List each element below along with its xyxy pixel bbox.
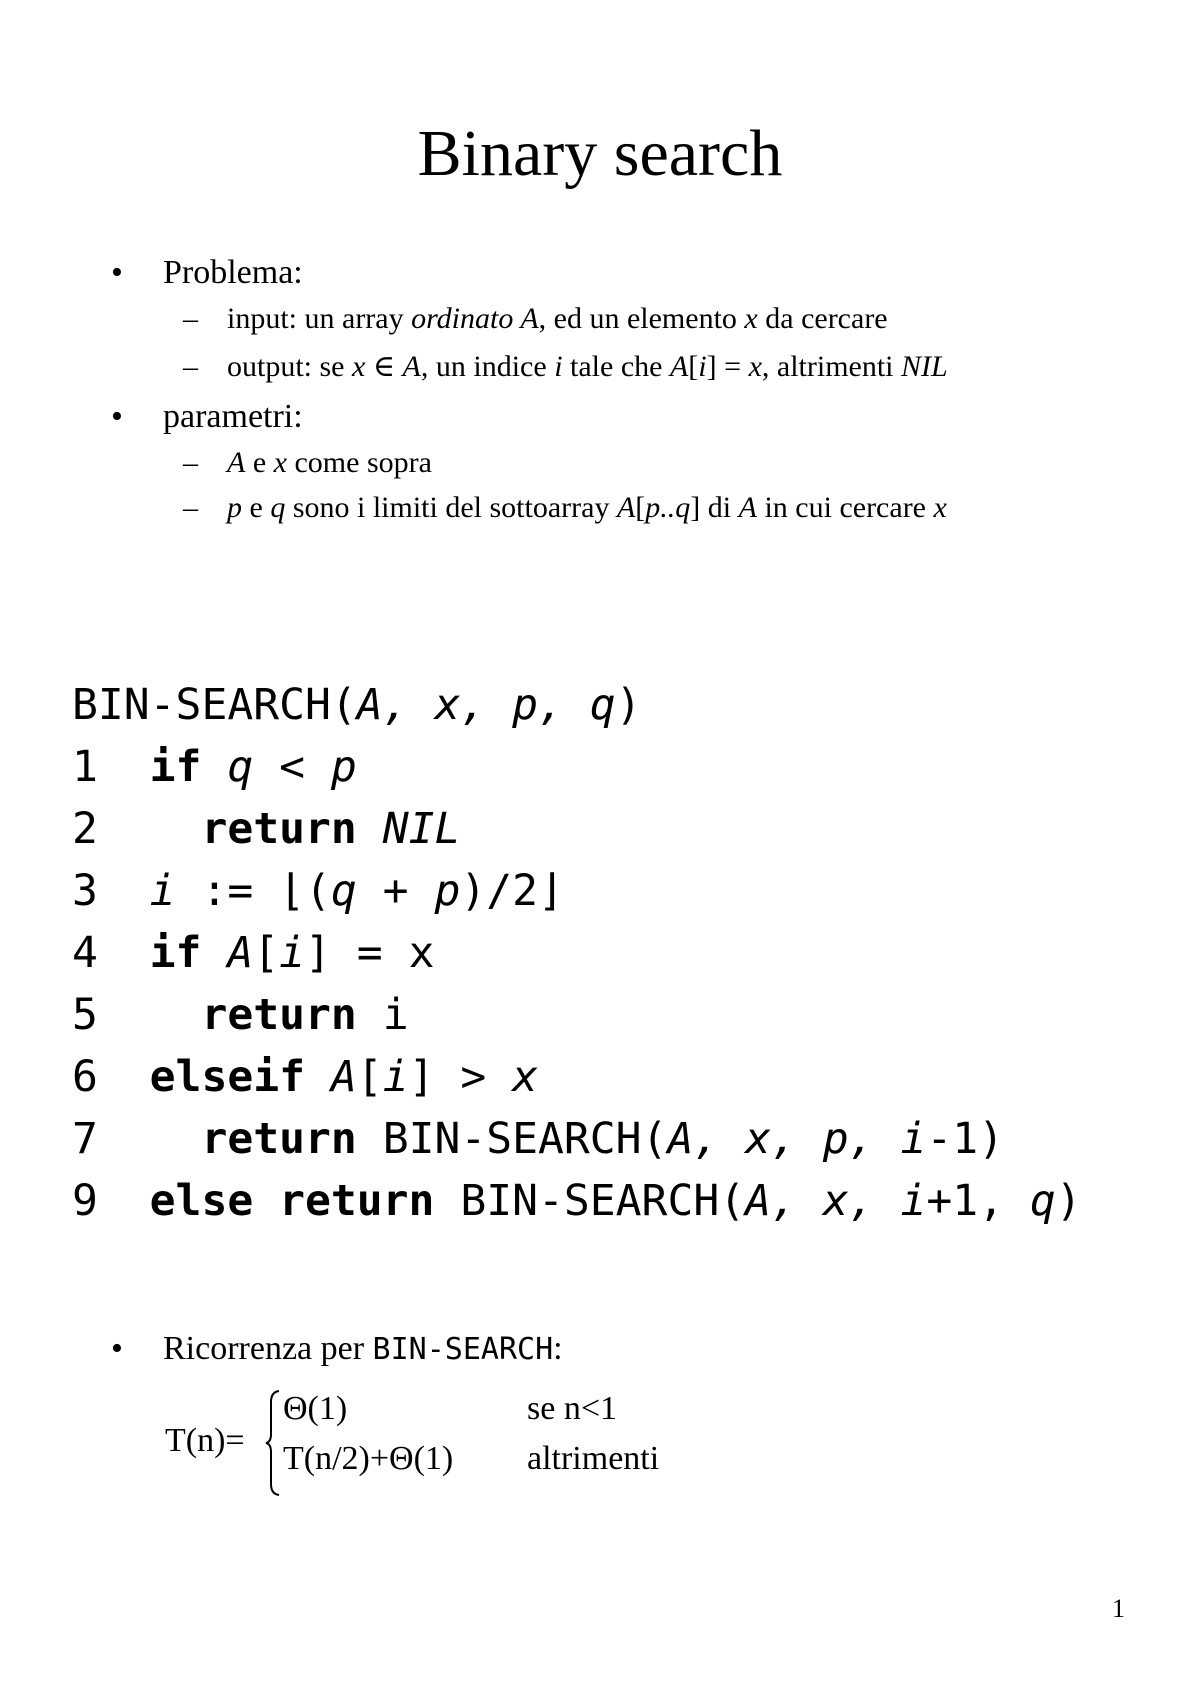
recurrence-cond-1: se n<1 [527,1390,617,1427]
recurrence-lhs: T(n)= [165,1422,245,1459]
bullet-parametri: • parametri: [111,398,303,435]
page-title: Binary search [417,117,783,190]
code-line-6: 6 elseif A[i] > x [72,1052,539,1102]
code-line-7: 7 return BIN-SEARCH(A, x, p, i-1) [72,1114,1005,1164]
dash-icon: – [183,491,198,524]
bullet-icon: • [111,1330,123,1367]
left-brace-icon [265,1388,283,1498]
bullet-problema: • Problema: [111,254,303,291]
dash-icon: – [183,302,198,335]
recurrence-case-1: Θ(1) [283,1390,348,1427]
sub-bullet-input: – input: un array ordinato A, ed un elemento x da cercare [183,302,888,335]
sub-bullet-ax: – A e x come sopra [183,446,432,479]
dash-icon: – [183,446,198,479]
sub-bullet-pq: – p e q sono i limiti del sottoarray A[p..q] di A in cui cercare x [183,491,947,524]
code-line-4: 4 if A[i] = x [72,928,435,978]
recurrence-cond-2: altrimenti [527,1440,660,1477]
recurrence-formula [165,1388,685,1498]
page-number: 1 [1112,1594,1125,1623]
bullet-icon: • [111,254,123,291]
code-line-3: 3 i := ⌊(q + p)/2⌋ [72,866,564,916]
code-line-2: 2 return NIL [72,804,461,854]
code-header: BIN-SEARCH(A, x, p, q) [72,680,642,730]
recurrence-case-2: T(n/2)+Θ(1) [283,1440,454,1477]
code-line-1: 1 if q < p [72,742,357,792]
sub-bullet-output: – output: se x ∈ A, un indice i tale che A[i] = x, altrimenti NIL [183,350,948,383]
dash-icon: – [183,350,198,383]
code-line-5: 5 return i [72,990,409,1040]
bullet-icon: • [111,398,123,435]
bullet-ricorrenza: • Ricorrenza per BIN-SEARCH: [111,1330,563,1367]
code-line-9: 9 else return BIN-SEARCH(A, x, i+1, q) [72,1176,1082,1226]
